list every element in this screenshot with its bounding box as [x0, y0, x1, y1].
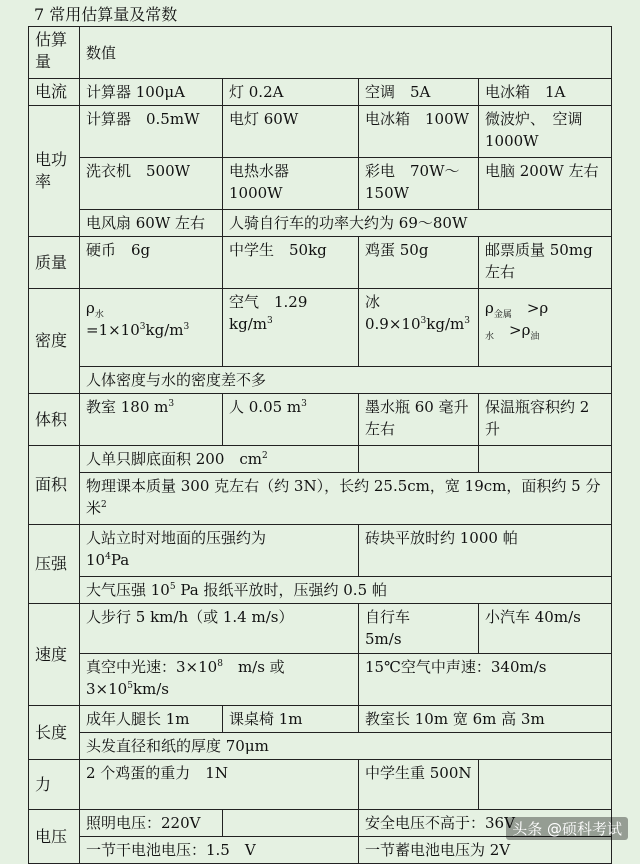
table-row	[29, 577, 612, 604]
table-cell: 一节干电池电压：1.5 V	[80, 837, 359, 864]
table-row	[29, 237, 612, 289]
table-cell: 灯 0.2A	[223, 79, 359, 106]
table-cell: 保温瓶容积约 2 升	[479, 394, 612, 446]
table-cell: 人步行 5 km/h（或 1.4 m/s）	[80, 604, 359, 654]
table-cell: 安全电压不高于：36V	[359, 810, 612, 837]
label-pressure: 压强	[29, 525, 80, 604]
table-row	[29, 706, 612, 733]
label-area: 面积	[29, 446, 80, 525]
watermark-logo: 头条 @硕科考试	[506, 817, 628, 840]
table-cell: 照明电压：220V	[80, 810, 223, 837]
table-cell: 物理课本质量 300 克左右（约 3N），长约 25.5cm，宽 19cm，面积约 5 分米$^2$	[80, 473, 612, 525]
density-ice: 冰 $0.9\times 10^3kg/m^3$	[359, 289, 479, 367]
table-cell: 彩电 70W～150W	[359, 158, 479, 210]
table-cell: 电风扇 60W 左右	[80, 210, 223, 237]
label-mass: 质量	[29, 237, 80, 289]
table-cell: 中学生重 500N	[359, 760, 479, 810]
table-row	[29, 837, 612, 864]
table-cell: 15℃空气中声速：340m/s	[359, 654, 612, 706]
table-cell: 教室 180 $m^3$	[80, 394, 223, 446]
constants-table	[28, 26, 612, 864]
table-cell: 人 0.05 $m^3$	[223, 394, 359, 446]
table-row	[29, 367, 612, 394]
table-cell: 真空中光速：$3\times 10^8$ m/s 或 $3\times 10^5km/s$	[80, 654, 359, 706]
label-volume: 体积	[29, 394, 80, 446]
table-row	[29, 106, 612, 158]
table-cell	[479, 446, 612, 473]
table-cell: 硬币 6g	[80, 237, 223, 289]
table-row	[29, 654, 612, 706]
table-row	[29, 79, 612, 106]
table-row	[29, 289, 612, 367]
table-cell: 小汽车 40m/s	[479, 604, 612, 654]
density-air: 空气 1.29 $kg/m^3$	[223, 289, 359, 367]
label-length: 长度	[29, 706, 80, 760]
table-cell: 人体密度与水的密度差不多	[80, 367, 612, 394]
header-estimate: 估算量	[29, 27, 80, 79]
header-value: 数值	[80, 27, 612, 79]
table-cell: 计算器 0.5mW	[80, 106, 223, 158]
table-cell: 2 个鸡蛋的重力 1N	[80, 760, 359, 810]
table-cell: 洗衣机 500W	[80, 158, 223, 210]
table-row	[29, 27, 612, 79]
table-cell: 电热水器 1000W	[223, 158, 359, 210]
table-cell	[479, 760, 612, 810]
table-row	[29, 733, 612, 760]
table-cell: 空调 5A	[359, 79, 479, 106]
table-cell: 中学生 50kg	[223, 237, 359, 289]
table-row	[29, 760, 612, 810]
table-row	[29, 158, 612, 210]
table-row	[29, 394, 612, 446]
table-cell: 人骑自行车的功率大约为 69～80W	[223, 210, 612, 237]
table-cell: 电灯 60W	[223, 106, 359, 158]
table-row	[29, 446, 612, 473]
table-cell: 一节蓄电池电压为 2V	[359, 837, 612, 864]
label-voltage: 电压	[29, 810, 80, 864]
table-cell: 鸡蛋 50g	[359, 237, 479, 289]
density-order: $\rho_{金属}$ >ρ $_水$ $>\rho_油$	[479, 289, 612, 367]
table-cell: 电冰箱 1A	[479, 79, 612, 106]
table-cell: 微波炉、 空调 1000W	[479, 106, 612, 158]
label-density: 密度	[29, 289, 80, 394]
table-cell: 人单只脚底面积 200 $cm^2$	[80, 446, 359, 473]
label-speed: 速度	[29, 604, 80, 706]
table-cell: 邮票质量 50mg 左右	[479, 237, 612, 289]
label-current: 电流	[29, 79, 80, 106]
table-cell: 头发直径和纸的厚度 70μm	[80, 733, 612, 760]
table-row	[29, 210, 612, 237]
table-row	[29, 525, 612, 577]
page-title: 7 常用估算量及常数	[34, 5, 178, 24]
table-cell: 计算器 100μA	[80, 79, 223, 106]
table-cell: 成年人腿长 1m	[80, 706, 223, 733]
table-cell: 电脑 200W 左右	[479, 158, 612, 210]
table-cell: 课桌椅 1m	[223, 706, 359, 733]
table-cell	[223, 810, 359, 837]
table-cell	[359, 446, 479, 473]
label-force: 力	[29, 760, 80, 810]
table-cell: 人站立时对地面的压强约为 $10^4Pa$	[80, 525, 359, 577]
table-cell: 教室长 10m 宽 6m 高 3m	[359, 706, 612, 733]
rho-symbol: ρ	[86, 299, 95, 317]
table-cell: 墨水瓶 60 毫升左右	[359, 394, 479, 446]
table-cell: 砖块平放时约 1000 帕	[359, 525, 612, 577]
label-power: 电功率	[29, 106, 80, 237]
density-water: $\rho_水$ $=1\times 10^3kg/m^3$	[80, 289, 223, 367]
table-cell: 电冰箱 100W	[359, 106, 479, 158]
table-cell: 自行车 5m/s	[359, 604, 479, 654]
table-row	[29, 604, 612, 654]
table-cell: 大气压强 $10^5$ Pa 报纸平放时，压强约 0.5 帕	[80, 577, 612, 604]
table-row	[29, 473, 612, 525]
